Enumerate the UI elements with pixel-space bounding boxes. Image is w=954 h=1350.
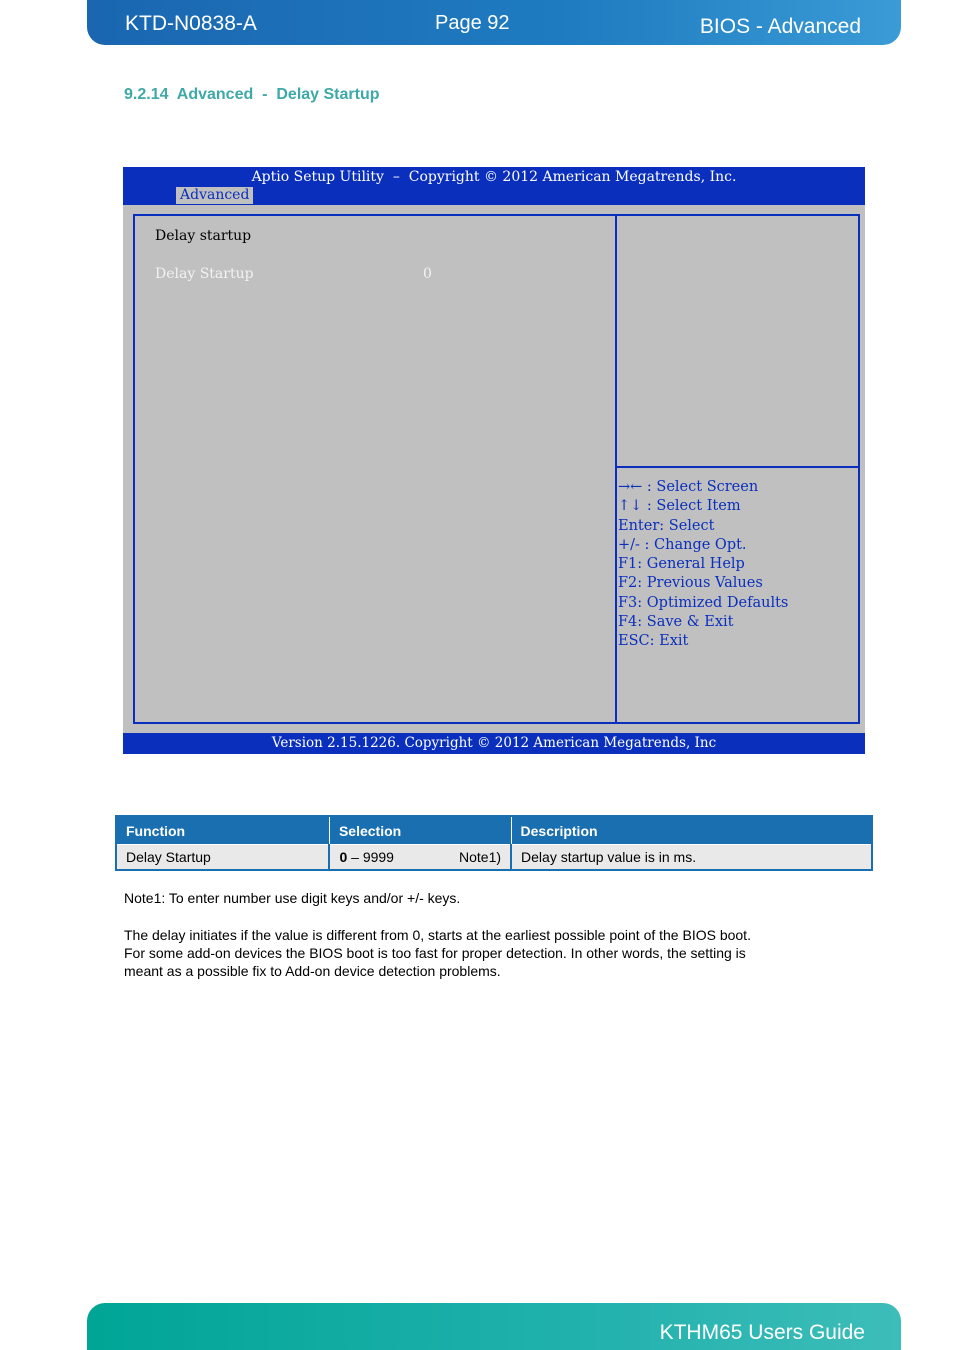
bios-settings-panel — [133, 214, 615, 724]
table-header-row — [116, 816, 872, 845]
tab-advanced[interactable]: Advanced — [176, 187, 253, 204]
header-selection: Selection — [329, 816, 511, 845]
chapter-title: BIOS - Advanced — [699, 15, 861, 38]
delay-startup-value[interactable]: 0 — [423, 266, 432, 282]
paragraph-line: The delay initiates if the value is different from 0, starts at the earliest possible point of the BIOS boot. — [124, 927, 751, 943]
bios-title-bar — [123, 167, 865, 205]
help-select-item: ↑↓ : Select Item — [618, 498, 741, 515]
note-text: Note1: To enter number use digit keys and/or +/- keys. — [124, 890, 461, 906]
panel-heading: Delay startup — [155, 228, 252, 244]
delay-startup-label[interactable]: Delay Startup — [155, 266, 254, 282]
section-title: 9.2.14 Advanced - Delay Startup — [124, 86, 380, 103]
header-function: Function — [116, 816, 329, 845]
selection-default: 0 — [339, 849, 348, 865]
help-change-opt: +/- : Change Opt. — [618, 536, 747, 553]
bios-title: Aptio Setup Utility – Copyright © 2012 American Megatrends, Inc. — [251, 169, 737, 185]
help-f4: F4: Save & Exit — [618, 614, 734, 631]
help-esc: ESC: Exit — [618, 633, 689, 650]
help-f2: F2: Previous Values — [618, 575, 763, 592]
page-header — [87, 0, 901, 45]
selection-note: Note1) — [459, 849, 502, 865]
cell-function: Delay Startup — [116, 845, 329, 871]
page-footer — [87, 1303, 901, 1350]
bios-version-bar: Version 2.15.1226. Copyright © 2012 American Megatrends, Inc — [123, 733, 865, 754]
description-paragraph — [124, 926, 751, 980]
paragraph-line: For some add-on devices the BIOS boot is too fast for proper detection. In other words, the setting is — [124, 945, 746, 961]
cell-description: Delay startup value is in ms. — [511, 845, 872, 871]
function-table — [115, 815, 873, 871]
table-row — [116, 845, 872, 871]
bios-help-panel — [615, 214, 860, 724]
page-number: Page 92 — [435, 12, 510, 34]
cell-selection — [329, 845, 511, 871]
guide-title: KTHM65 Users Guide — [659, 1321, 865, 1344]
bios-screenshot — [123, 167, 865, 754]
paragraph-line: meant as a possible fix to Add-on device detection problems. — [124, 963, 501, 979]
key-help-list — [618, 478, 788, 652]
document-id: KTD-N0838-A — [125, 12, 257, 35]
help-f3: F3: Optimized Defaults — [618, 594, 789, 611]
help-select-screen: →← : Select Screen — [618, 479, 759, 495]
header-description: Description — [511, 816, 872, 845]
help-f1: F1: General Help — [618, 556, 745, 573]
help-enter: Enter: Select — [618, 517, 715, 534]
help-divider — [617, 466, 858, 468]
selection-range: – 9999 — [347, 849, 394, 865]
